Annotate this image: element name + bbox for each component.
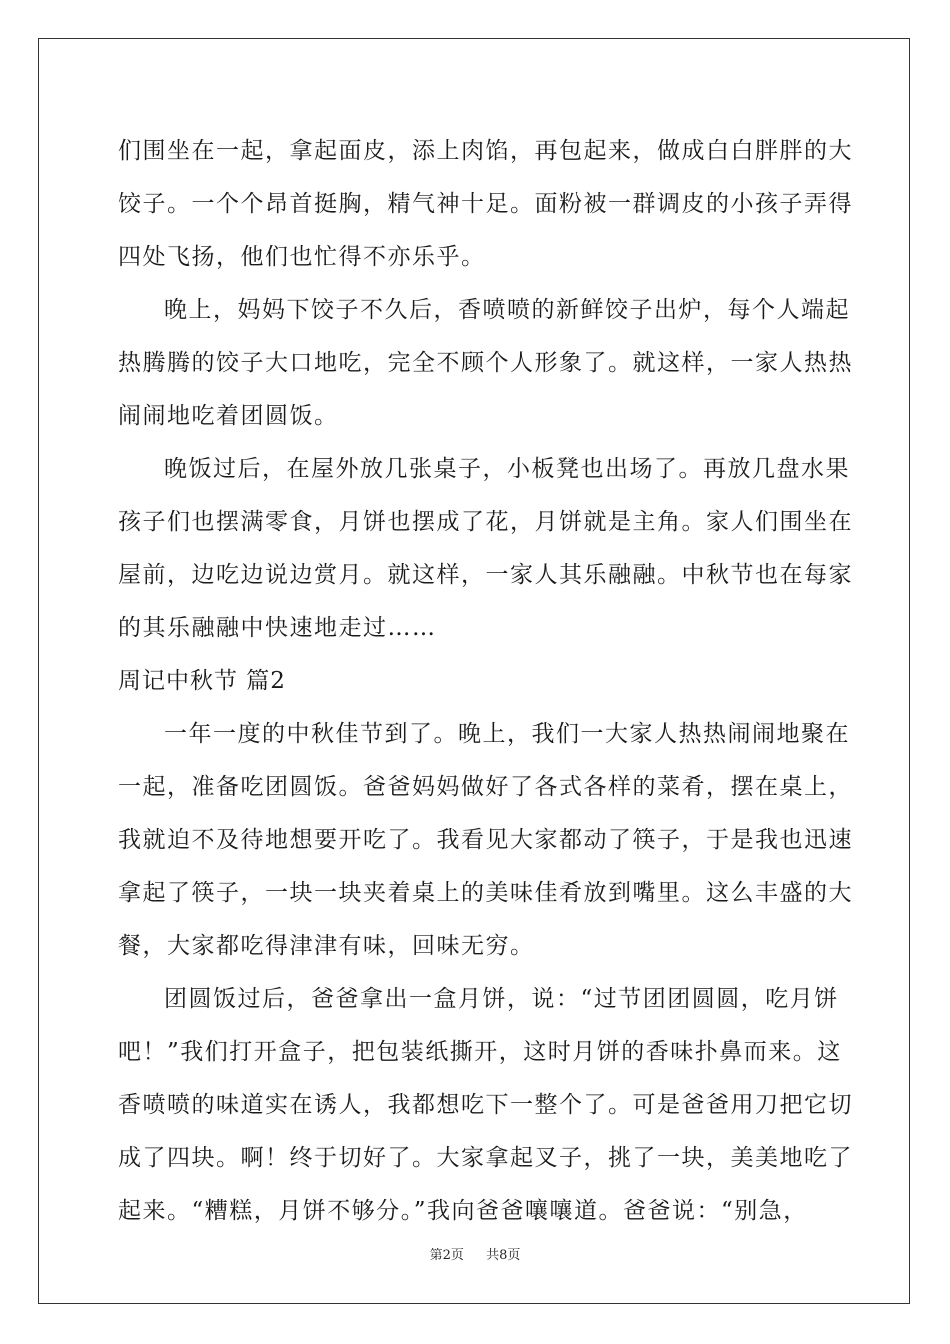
text-line: 餐，大家都吃得津津有味，回味无穷。 <box>118 933 535 959</box>
page-footer <box>0 1247 950 1265</box>
text-line: 一年一度的中秋佳节到了。晚上，我们一大家人热热闹闹地聚在 <box>164 721 850 747</box>
page-total: 共8页 <box>486 1248 521 1263</box>
text-line: 四处飞扬，他们也忙得不亦乐乎。 <box>118 244 486 270</box>
text-line: 晚饭过后，在屋外放几张桌子，小板凳也出场了。再放几盘水果 <box>164 456 850 482</box>
text-line: 香喷喷的味道实在诱人，我都想吃下一整个了。可是爸爸用刀把它切 <box>118 1092 853 1118</box>
text-line: 团圆饭过后，爸爸拿出一盒月饼，说：“过节团团圆圆，吃月饼 <box>164 986 839 1012</box>
page-number: 第2页 <box>429 1248 464 1263</box>
text-line: 屋前，边吃边说边赏月。就这样，一家人其乐融融。中秋节也在每家 <box>118 562 853 588</box>
text-line: 晚上，妈妈下饺子不久后，香喷喷的新鲜饺子出炉，每个人端起 <box>164 297 850 323</box>
text-line: 我就迫不及待地想要开吃了。我看见大家都动了筷子，于是我也迅速 <box>118 827 853 853</box>
document-body <box>118 125 853 1238</box>
text-line: 拿起了筷子，一块一块夹着桌上的美味佳肴放到嘴里。这么丰盛的大 <box>118 880 853 906</box>
text-line: 成了四块。啊！终于切好了。大家拿起叉子，挑了一块，美美地吃了 <box>118 1145 853 1171</box>
text-line: 起来。“糟糕，月饼不够分。”我向爸爸嚷嚷道。爸爸说：“别急， <box>118 1198 808 1224</box>
text-line: 们围坐在一起，拿起面皮，添上肉馅，再包起来，做成白白胖胖的大 <box>118 138 853 164</box>
text-line: 吧！”我们打开盒子，把包装纸撕开，这时月饼的香味扑鼻而来。这 <box>118 1039 842 1065</box>
text-line: 一起，准备吃团圆饭。爸爸妈妈做好了各式各样的菜肴，摆在桌上， <box>118 774 853 800</box>
text-line: 的其乐融融中快速地走过…… <box>118 615 437 641</box>
text-line: 热腾腾的饺子大口地吃，完全不顾个人形象了。就这样，一家人热热 <box>118 350 853 376</box>
text-line: 孩子们也摆满零食，月饼也摆成了花，月饼就是主角。家人们围坐在 <box>118 509 853 535</box>
text-line: 饺子。一个个昂首挺胸，精气神十足。面粉被一群调皮的小孩子弄得 <box>118 191 853 217</box>
section-heading: 周记中秋节 篇2 <box>118 668 286 694</box>
text-line: 闹闹地吃着团圆饭。 <box>118 403 339 429</box>
